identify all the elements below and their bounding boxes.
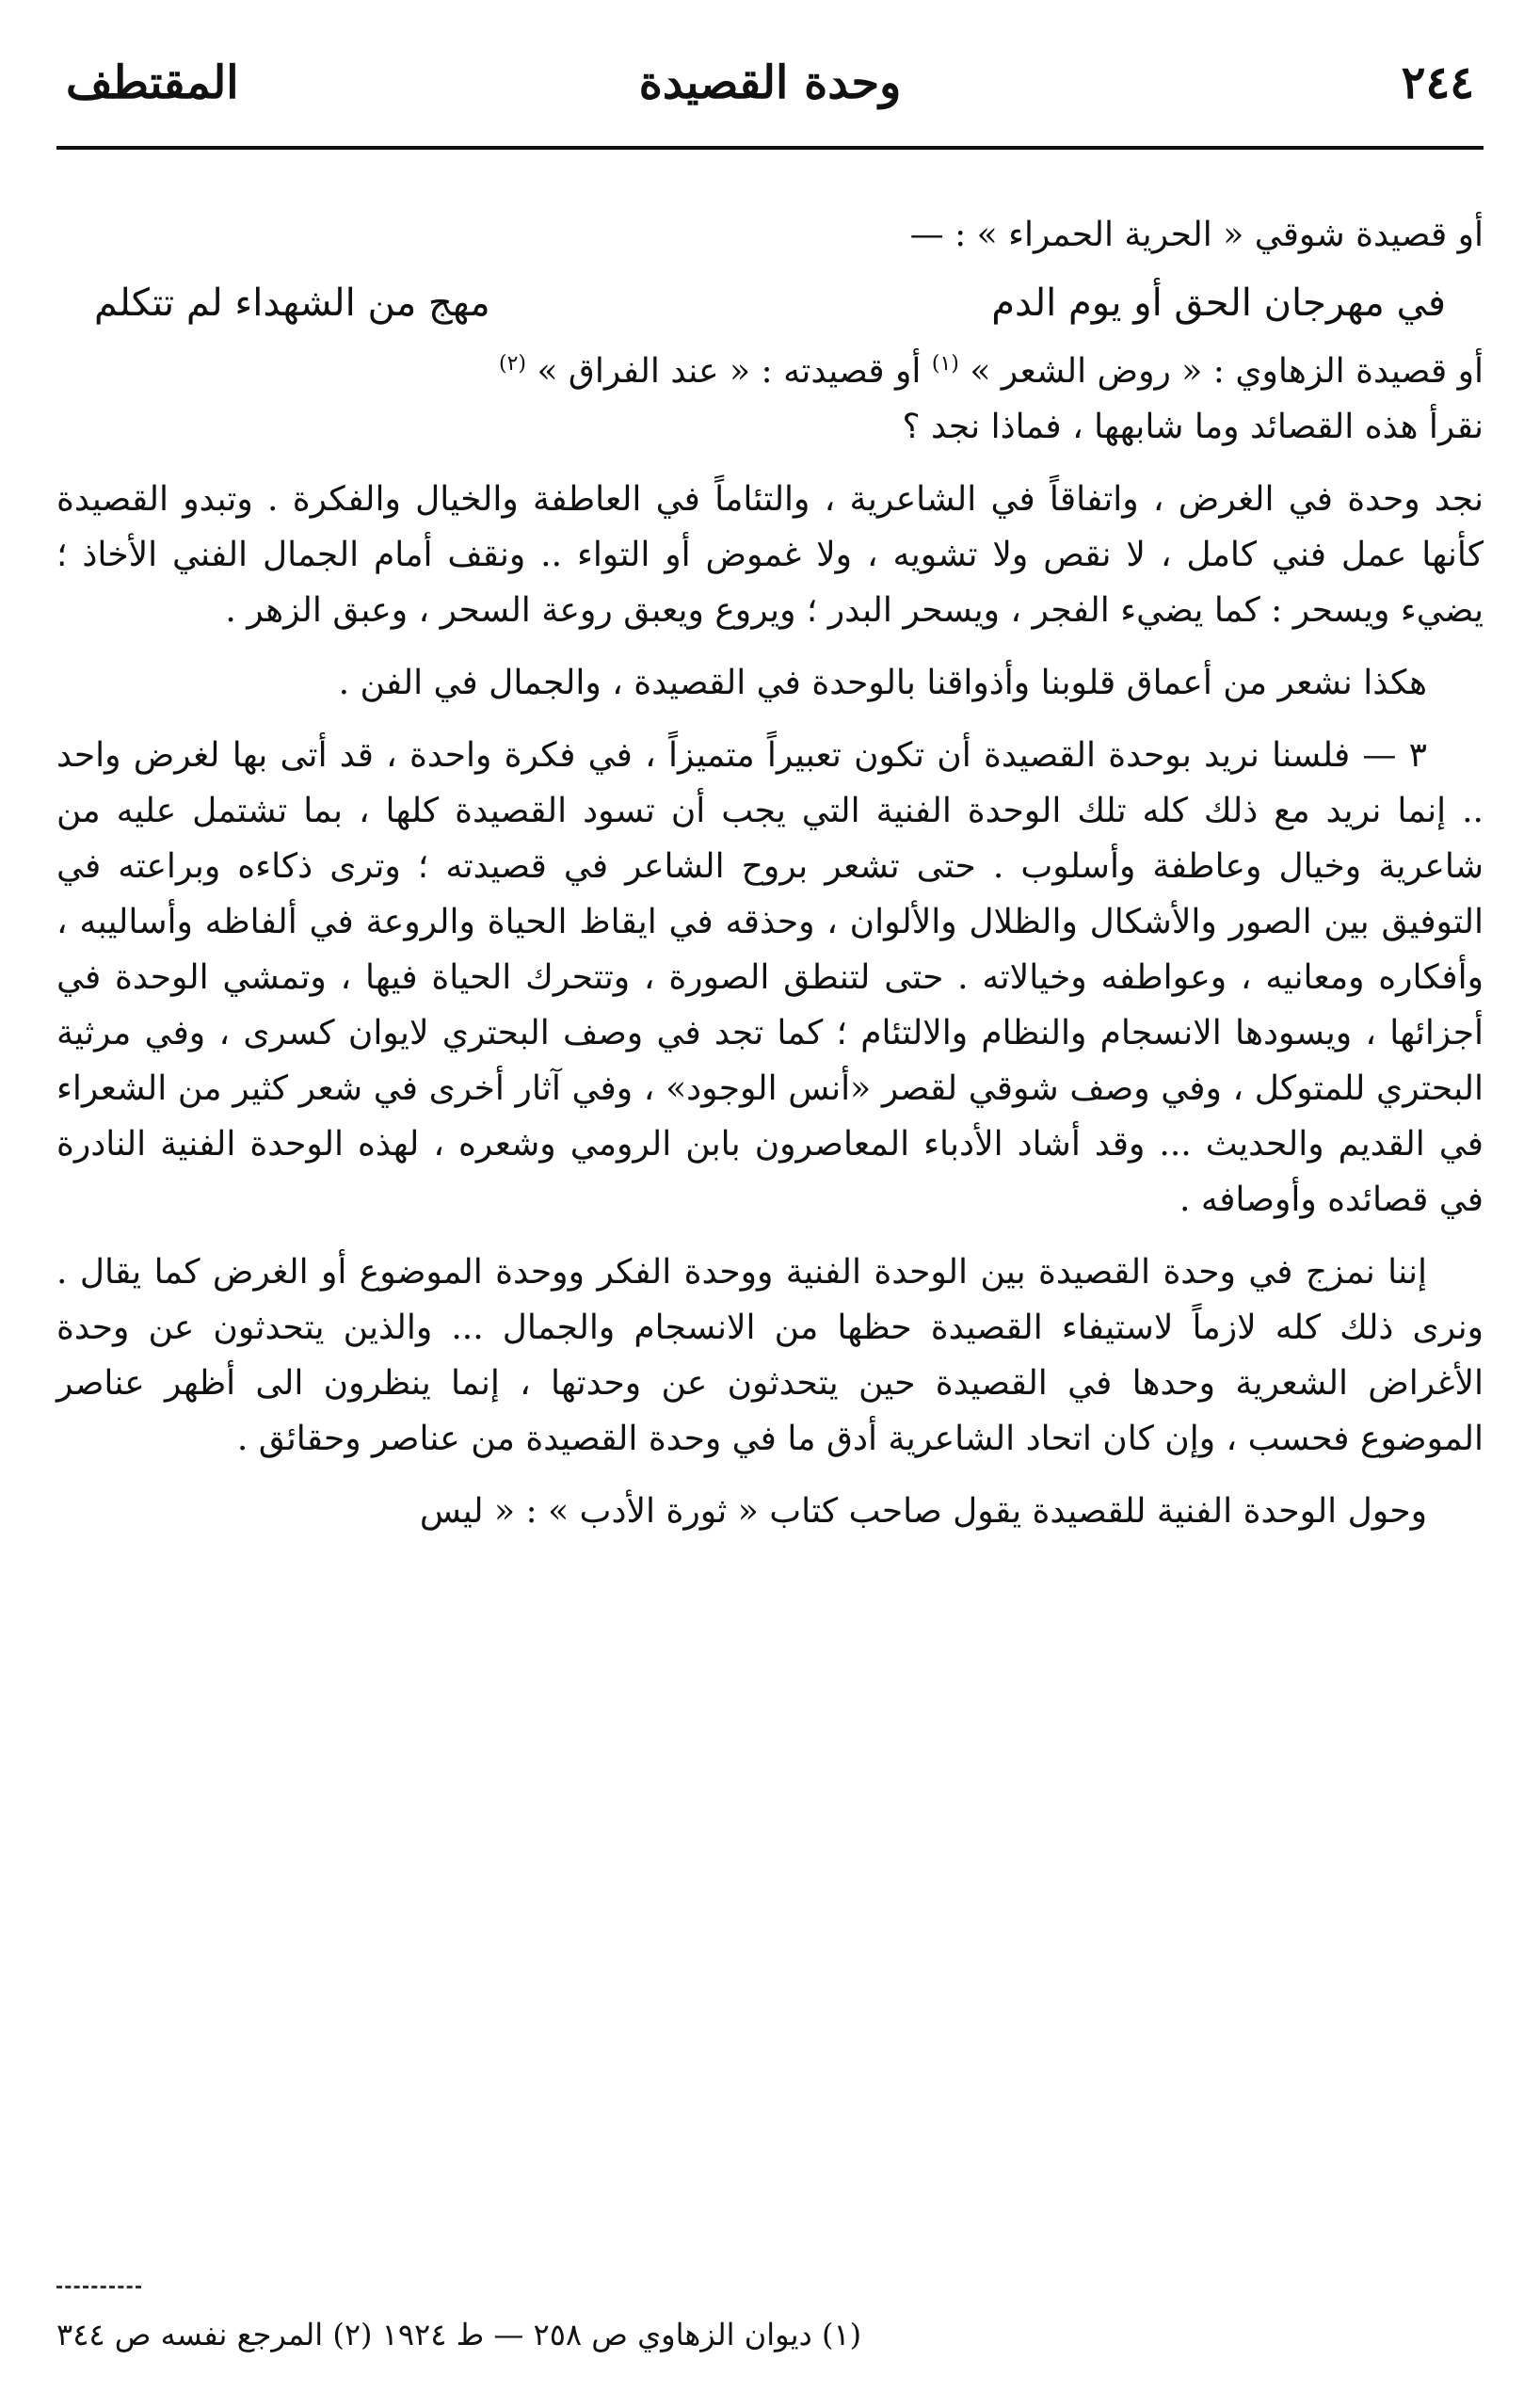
paragraph-find: نجد وحدة في الغرض ، واتفاقاً في الشاعرية ، والتئاماً في العاطفة والخيال والفكرة . وتبدو القصيدة كأنها عمل فني كامل ، لا نقص ولا تشويه ، ولا غموض أو التواء .. ونقف أمام الجمال الفني الأخاذ ؛ يضيء ويسحر : كما يضيء الفجر ، ويسحر البدر ؛ ويروع ويعبق روعة السحر ، وعبق الزهر . [56,480,1484,630]
page-number: ٢٤٤ [1401,56,1474,109]
zahawi-line-start: أو قصيدة الزهاوي : « روض الشعر » [958,352,1484,391]
zahawi-line-middle: أو قصيدته : « عند الفراق » [526,352,932,391]
article-body [56,207,1484,1539]
paragraph-last: وحول الوحدة الفنية للقصيدة يقول صاحب كتاب « ثورة الأدب » : « ليس [419,1492,1427,1531]
footnote-ref-2: (٢) [499,352,527,376]
running-title: وحدة القصيدة [638,56,902,109]
verse-second-hemistich: مهج من الشهداء لم تتكلم [94,281,490,325]
paragraph-mix: إننا نمزج في وحدة القصيدة بين الوحدة الفنية ووحدة الفكر ووحدة الموضوع أو الغرض كما يقال . ونرى ذلك كله لازماً لاستيفاء القصيدة حظها من الانسجام والجمال ... والذين يتحدثون عن وحدة الأغراض الشعرية وحدها في القصيدة حين يتحدثون عن وحدتها ، إنما ينظرون الى أظهر عناصر الموضوع فحسب ، وإن كان اتحاد الشاعرية أدق ما في وحدة القصيدة من عناصر وحقائق . [56,1253,1484,1458]
footnote-text: (١) ديوان الزهاوي ص ٢٥٨ — ط ١٩٢٤ (٢) المرجع نفسه ص ٣٤٤ [56,2317,862,2352]
zahawi-line [56,344,1484,399]
footnote-separator [56,2286,141,2292]
verse-first-hemistich: في مهرجان الحق أو يوم الدم [991,281,1446,325]
paragraph-section-3: ٣ — فلسنا نريد بوحدة القصيدة أن تكون تعبيراً متميزاً ، في فكرة واحدة ، قد أتى بها لغرض واحد .. إنما نريد مع ذلك كله تلك الوحدة الفنية التي يجب أن تسود القصيدة كلها ، بما تشتمل عليه من شاعرية وخيال وعاطفة وأسلوب . حتى تشعر بروح الشاعر في قصيدته ؛ وترى ذكاءه وبراعته في التوفيق بين الصور والأشكال والظلال والألوان ، وحذقه في ايقاظ الحياة والروعة في ألفاظه وأساليبه ، وأفكاره ومعانيه ، وعواطفه وخيالاته . حتى لتنطق الصورة ، وتتحرك الحياة فيها ، وتمشي الوحدة في أجزائها ، ويسودها الانسجام والنظام والالتئام ؛ كما تجد في وصف البحتري لايوان كسرى ، وفي مرثية البحتري للمتوكل ، وفي وصف شوقي لقصر «أنس الوجود» ، وفي آثار أخرى في شعر كثير من الشعراء في القديم والحديث ... وقد أشاد الأدباء المعاصرون بابن الرومي وشعره ، لهذه الوحدة الفنية النادرة في قصائده وأوصافه . [56,736,1484,1219]
footnotes [56,2311,1484,2358]
document-page [56,28,1484,2382]
poem-verse [56,263,1484,344]
header-rule [56,146,1484,150]
paragraph-thus: هكذا نشعر من أعماق قلوبنا وأذواقنا بالوحدة في القصيدة ، والجمال في الفن . [338,664,1427,702]
footnote-ref-1: (١) [931,352,959,376]
question-line: نقرأ هذه القصائد وما شابهها ، فماذا نجد ؟ [902,408,1484,446]
page-header [56,56,1484,132]
intro-line: أو قصيدة شوقي « الحرية الحمراء » : — [909,216,1484,254]
journal-name: المقتطف [66,56,239,109]
